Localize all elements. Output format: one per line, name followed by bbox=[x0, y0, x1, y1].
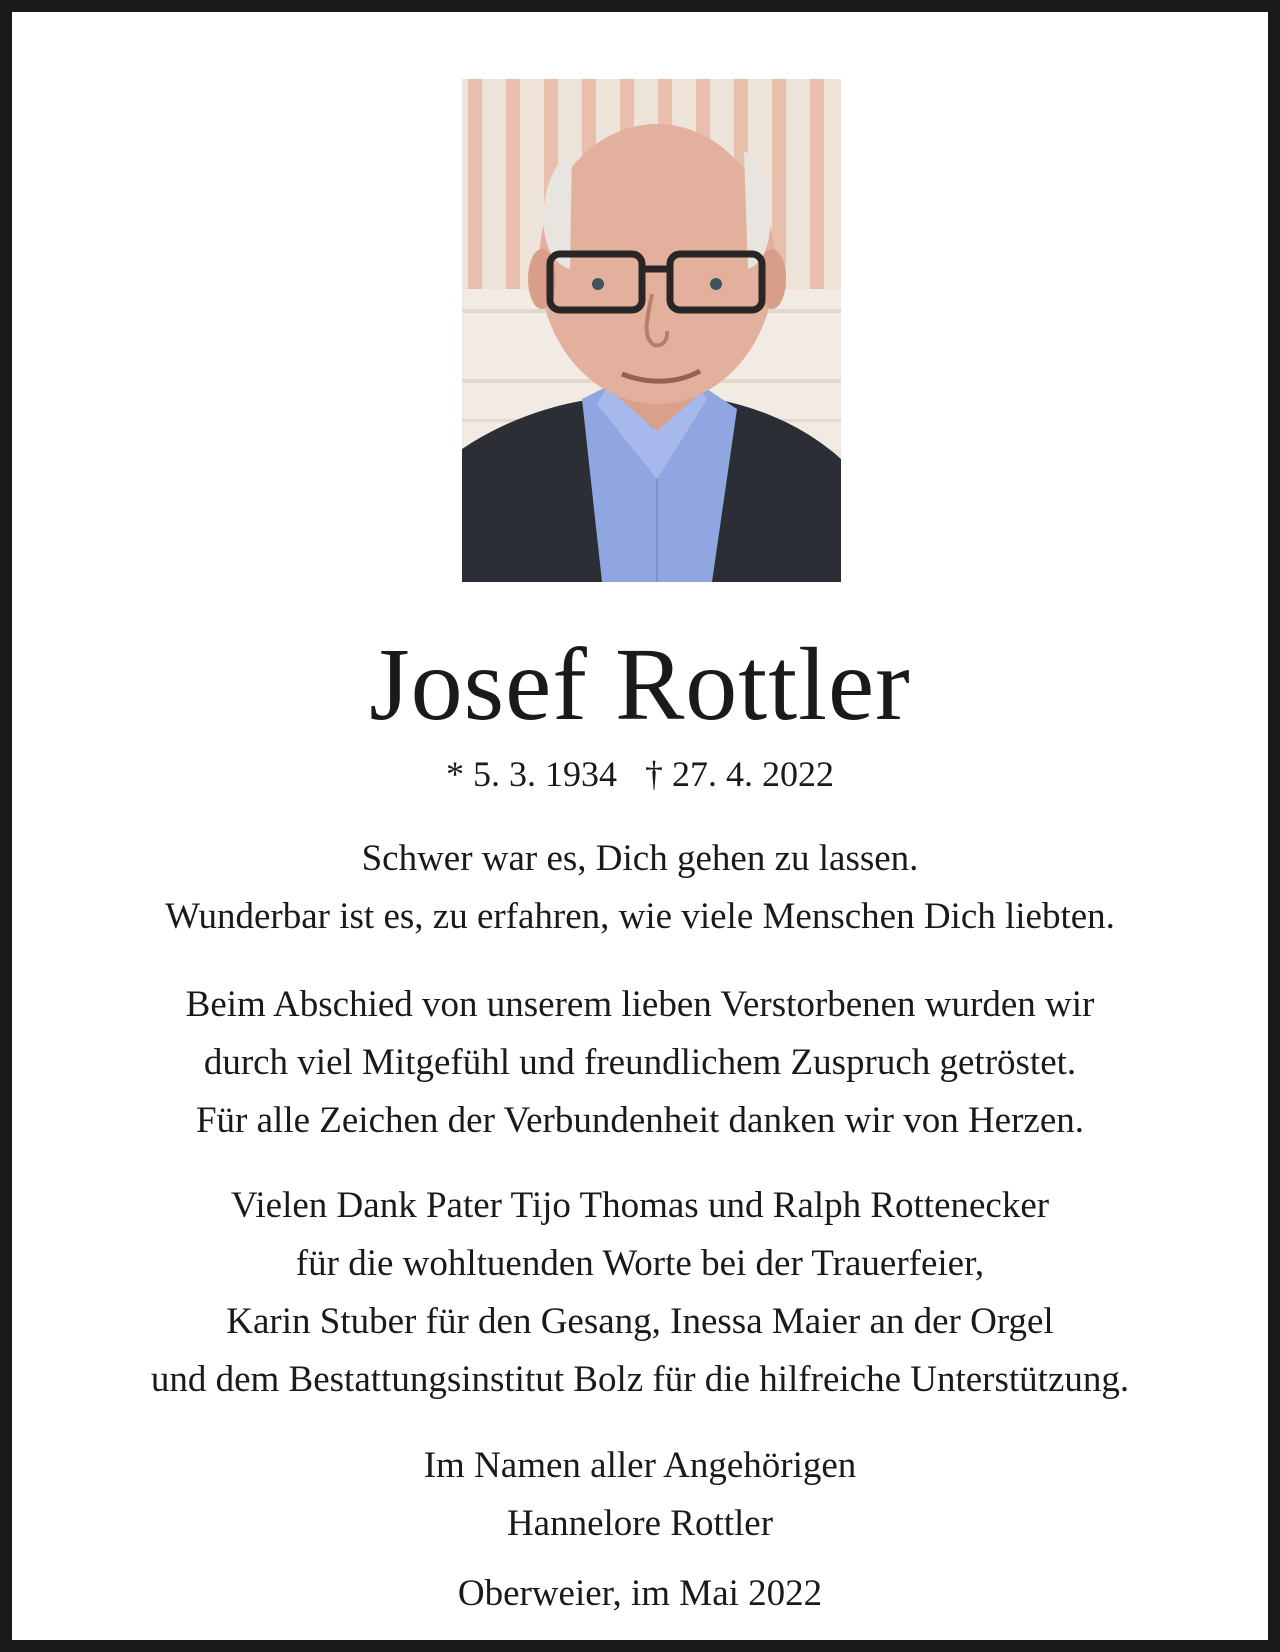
text-line: Vielen Dank Pater Tijo Thomas und Ralph Rottenecker bbox=[230, 1185, 1050, 1226]
portrait-photo-icon bbox=[462, 79, 841, 582]
signatory-name: Hannelore Rottler bbox=[506, 1503, 774, 1544]
birth-date: * 5. 3. 1934 bbox=[446, 754, 617, 794]
text-line: für die wohltuenden Worte bei der Trauerfeier, bbox=[295, 1243, 985, 1284]
text-line: und dem Bestattungsinstitut Bolz für die hilfreiche Unterstützung. bbox=[150, 1359, 1130, 1400]
text-line: Im Namen aller Angehörigen bbox=[423, 1445, 857, 1486]
text-line: Beim Abschied von unserem lieben Verstorbenen wurden wir bbox=[185, 984, 1095, 1025]
portrait-photo bbox=[462, 79, 841, 582]
deceased-name: Josef Rottler bbox=[369, 627, 911, 742]
text-line: Schwer war es, Dich gehen zu lassen. bbox=[361, 838, 919, 879]
paragraph-signature bbox=[32, 1437, 1248, 1553]
place-and-date: Oberweier, im Mai 2022 bbox=[457, 1573, 823, 1614]
paragraph-thanks bbox=[32, 976, 1248, 1150]
text-line: Für alle Zeichen der Verbundenheit danken wir von Herzen. bbox=[195, 1100, 1085, 1141]
life-dates bbox=[12, 752, 1268, 796]
paragraph-acknowledgements bbox=[32, 1177, 1248, 1409]
text-line: Wunderbar ist es, zu erfahren, wie viele Menschen Dich liebten. bbox=[165, 896, 1115, 937]
paragraph-quote bbox=[32, 830, 1248, 946]
death-date: † 27. 4. 2022 bbox=[645, 754, 834, 794]
text-line: Karin Stuber für den Gesang, Inessa Maier an der Orgel bbox=[226, 1301, 1054, 1342]
text-line: durch viel Mitgefühl und freundlichem Zuspruch getröstet. bbox=[203, 1042, 1077, 1083]
